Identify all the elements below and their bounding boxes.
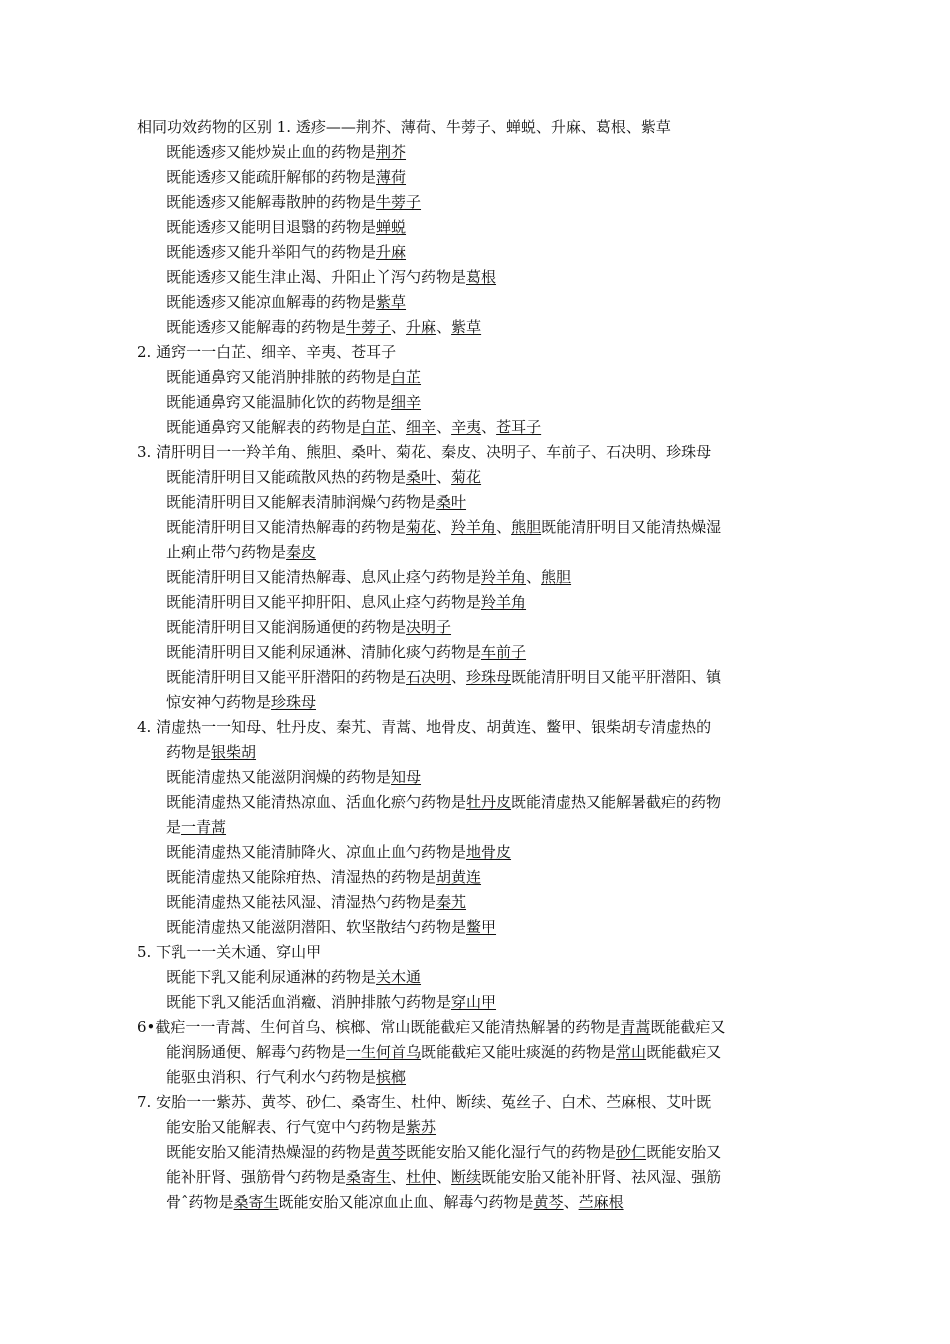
text-segment: 既能透疹又能炒炭止血的药物是 [166, 143, 377, 161]
text-segment: 6•截疟一一青蒿、生何首乌、槟榔、常山既能截疟又能清热解暑的药物是 [137, 1018, 621, 1036]
text-line [166, 415, 541, 440]
text-segment: 既能透疹又能解毒的药物是 [166, 318, 347, 336]
text-segment: 既能下乳又能活血消癥、消肿排脓勺药物是 [166, 993, 452, 1011]
underlined-answer: 槟榔 [376, 1068, 407, 1086]
text-line [166, 1140, 721, 1165]
text-segment: 、 [391, 1168, 407, 1186]
underlined-answer: 桑叶 [406, 468, 437, 486]
text-line [166, 265, 496, 290]
text-segment: 、 [451, 668, 467, 686]
text-segment: 3. 清肝明目一一羚羊角、熊胆、桑叶、菊花、秦皮、决明子、车前子、石决明、珍珠母 [137, 443, 712, 461]
text-segment: 既能下乳又能利尿通淋的药物是 [166, 968, 377, 986]
text-line [166, 890, 466, 915]
underlined-answer: 穿山甲 [451, 993, 497, 1011]
text-segment: 既能清肝明目又能利尿通淋、清肺化痰勺药物是 [166, 643, 482, 661]
text-line [166, 915, 496, 940]
underlined-answer: 细辛 [391, 393, 422, 411]
text-line [166, 290, 406, 315]
text-segment: 、 [436, 418, 452, 436]
text-line [166, 965, 421, 990]
underlined-answer: 桑寄生 [346, 1168, 392, 1186]
text-segment: 既能清虚热又能滋阴潜阳、软坚散结勺药物是 [166, 918, 467, 936]
text-line [166, 140, 406, 165]
text-segment: 既能清肝明目又能疏散风热的药物是 [166, 468, 407, 486]
underlined-answer: 知母 [391, 768, 422, 786]
underlined-answer: 菊花 [451, 468, 482, 486]
text-line [166, 840, 511, 865]
text-segment: 骨ˆ药物是 [166, 1193, 234, 1211]
text-line [166, 315, 481, 340]
text-segment: 既能清虚热又能清肺降火、凉血止血勺药物是 [166, 843, 467, 861]
text-segment: 能润肠通便、解毒勺药物是 [166, 1043, 347, 1061]
text-line [137, 1090, 711, 1115]
text-segment: 既能通鼻窍又能消肿排脓的药物是 [166, 368, 392, 386]
text-line [166, 990, 496, 1015]
text-segment: 既能清肝明目又能解表清肺润燥勺药物是 [166, 493, 437, 511]
text-segment: 既能清肝明目又能清热解毒、息风止痉勺药物是 [166, 568, 482, 586]
underlined-answer: 黄芩 [533, 1193, 564, 1211]
underlined-answer: 苍耳子 [496, 418, 542, 436]
underlined-answer: 紫苏 [406, 1118, 437, 1136]
text-segment: 、 [436, 468, 452, 486]
underlined-answer: 石决明 [406, 668, 452, 686]
text-segment: 能安胎又能解表、行气宽中勺药物是 [166, 1118, 407, 1136]
text-segment: 既能清肝明目又能润肠通便的药物是 [166, 618, 407, 636]
underlined-answer: 秦艽 [436, 893, 467, 911]
text-segment: 既能透疹又能明目退翳的药物是 [166, 218, 377, 236]
underlined-answer: 决明子 [406, 618, 452, 636]
text-segment: 7. 安胎一一紫苏、黄芩、砂仁、桑寄生、杜仲、断续、菟丝子、白术、苎麻根、艾叶既 [137, 1093, 712, 1111]
underlined-answer: 银柴胡 [211, 743, 257, 761]
underlined-answer: 一青蒿 [181, 818, 227, 836]
underlined-answer: 青蒿 [620, 1018, 651, 1036]
text-segment: 既能截疟又能吐痰涎的药物是 [421, 1043, 617, 1061]
text-line [166, 615, 451, 640]
text-line [166, 540, 316, 565]
text-segment: 、 [391, 418, 407, 436]
text-line [166, 690, 316, 715]
underlined-answer: 桑叶 [436, 493, 467, 511]
text-segment: 既能透疹又能凉血解毒的药物是 [166, 293, 377, 311]
text-segment: 既能截疟又 [646, 1043, 722, 1061]
text-segment: 既能清肝明目又能平肝潜阳、镇 [511, 668, 722, 686]
text-segment: 是 [166, 818, 182, 836]
text-segment: 既能安胎又能化湿行气的药物是 [406, 1143, 617, 1161]
text-line [166, 665, 721, 690]
underlined-answer: 辛夷 [451, 418, 482, 436]
underlined-answer: 细辛 [406, 418, 437, 436]
underlined-answer: 车前子 [481, 643, 527, 661]
text-line [166, 1115, 436, 1140]
text-segment: 能补肝肾、强筋骨勺药物是 [166, 1168, 347, 1186]
text-segment: 既能安胎又能清热燥湿的药物是 [166, 1143, 377, 1161]
text-segment: 既能安胎又 [646, 1143, 722, 1161]
underlined-answer: 黄芩 [376, 1143, 407, 1161]
underlined-answer: 杜仲 [406, 1168, 437, 1186]
underlined-answer: 珍珠母 [271, 693, 317, 711]
text-segment: 、 [563, 1193, 579, 1211]
text-segment: 既能安胎又能补肝肾、祛风湿、强筋 [481, 1168, 722, 1186]
underlined-answer: 秦皮 [286, 543, 317, 561]
text-line [137, 440, 711, 465]
text-line [166, 790, 721, 815]
text-line [166, 1040, 721, 1065]
text-line [166, 765, 421, 790]
text-segment: 既能通鼻窍又能温肺化饮的药物是 [166, 393, 392, 411]
text-segment: 既能安胎又能凉血止血、解毒勺药物是 [278, 1193, 534, 1211]
text-line [166, 1190, 624, 1215]
text-segment: 既能清虚热又能解暑截疟的药物 [511, 793, 722, 811]
underlined-answer: 白芷 [361, 418, 392, 436]
text-line [166, 565, 571, 590]
text-segment: 、 [436, 1168, 452, 1186]
text-line [166, 215, 406, 240]
underlined-answer: 苎麻根 [578, 1193, 624, 1211]
text-segment: 既能清肝明目又能清热燥湿 [541, 518, 722, 536]
text-segment: 相同功效药物的区别 1. 透疹——荆芥、薄荷、牛蒡子、蝉蜕、升麻、葛根、紫草 [137, 118, 671, 136]
text-segment: 既能清虚热又能除疳热、清湿热的药物是 [166, 868, 437, 886]
underlined-answer: 砂仁 [616, 1143, 647, 1161]
text-segment: 药物是 [166, 743, 212, 761]
underlined-answer: 升麻 [376, 243, 407, 261]
underlined-answer: 羚羊角 [481, 568, 527, 586]
text-segment: 、 [436, 518, 452, 536]
text-segment: 、 [481, 418, 497, 436]
underlined-answer: 蝉蜕 [376, 218, 407, 236]
text-line [166, 815, 226, 840]
underlined-answer: 白芷 [391, 368, 422, 386]
underlined-answer: 荆芥 [376, 143, 407, 161]
underlined-answer: 熊胆 [541, 568, 572, 586]
underlined-answer: 熊胆 [511, 518, 542, 536]
text-line [166, 490, 466, 515]
underlined-answer: 葛根 [466, 268, 497, 286]
text-line [166, 865, 481, 890]
text-line [166, 640, 526, 665]
underlined-answer: 珍珠母 [466, 668, 512, 686]
underlined-answer: 紫草 [376, 293, 407, 311]
text-segment: 既能截疟又 [650, 1018, 726, 1036]
text-line [137, 1015, 725, 1040]
text-segment: 、 [496, 518, 512, 536]
text-segment: 既能透疹又能解毒散肿的药物是 [166, 193, 377, 211]
underlined-answer: 桑寄生 [233, 1193, 279, 1211]
text-segment: 既能清虚热又能清热凉血、活血化瘀勺药物是 [166, 793, 467, 811]
text-segment: 既能清肝明目又能清热解毒的药物是 [166, 518, 407, 536]
text-segment: 2. 通窍一一白芷、细辛、辛夷、苍耳子 [137, 343, 397, 361]
underlined-answer: 羚羊角 [451, 518, 497, 536]
text-line [137, 115, 671, 140]
underlined-answer: 牛蒡子 [376, 193, 422, 211]
text-segment: 既能通鼻窍又能解表的药物是 [166, 418, 362, 436]
text-line [166, 190, 421, 215]
text-segment: 、 [436, 318, 452, 336]
underlined-answer: 一生何首乌 [346, 1043, 422, 1061]
underlined-answer: 薄荷 [376, 168, 407, 186]
text-line [137, 940, 321, 965]
underlined-answer: 升麻 [406, 318, 437, 336]
underlined-answer: 断续 [451, 1168, 482, 1186]
underlined-answer: 牛蒡子 [346, 318, 392, 336]
text-segment: 既能清肝明目又能平肝潜阳的药物是 [166, 668, 407, 686]
underlined-answer: 菊花 [406, 518, 437, 536]
text-segment: 既能清虚热又能祛风湿、清湿热勺药物是 [166, 893, 437, 911]
text-segment: 4. 清虚热一一知母、牡丹皮、秦艽、青蒿、地骨皮、胡黄连、鳖甲、银柴胡专清虚热的 [137, 718, 712, 736]
text-segment: 惊安神勺药物是 [166, 693, 272, 711]
text-line [166, 390, 421, 415]
text-line [166, 515, 721, 540]
text-segment: 、 [526, 568, 542, 586]
text-line [137, 715, 711, 740]
text-line [166, 1065, 406, 1090]
text-segment: 既能清肝明目又能平抑肝阳、息风止痉勺药物是 [166, 593, 482, 611]
underlined-answer: 牡丹皮 [466, 793, 512, 811]
text-segment: 止痢止带勺药物是 [166, 543, 287, 561]
underlined-answer: 紫草 [451, 318, 482, 336]
text-line [166, 1165, 721, 1190]
underlined-answer: 胡黄连 [436, 868, 482, 886]
underlined-answer: 地骨皮 [466, 843, 512, 861]
text-line [166, 240, 406, 265]
underlined-answer: 鳖甲 [466, 918, 497, 936]
text-line [166, 465, 481, 490]
text-line [166, 365, 421, 390]
text-segment: 既能透疹又能生津止渴、升阳止丫泻勺药物是 [166, 268, 467, 286]
text-segment: 既能透疹又能升举阳气的药物是 [166, 243, 377, 261]
text-line [137, 340, 396, 365]
text-segment: 既能透疹又能疏肝解郁的药物是 [166, 168, 377, 186]
underlined-answer: 羚羊角 [481, 593, 527, 611]
text-line [166, 590, 526, 615]
text-line [166, 740, 256, 765]
text-segment: 5. 下乳一一关木通、穿山甲 [137, 943, 322, 961]
text-segment: 、 [391, 318, 407, 336]
text-segment: 能驱虫消积、行气利水勺药物是 [166, 1068, 377, 1086]
underlined-answer: 关木通 [376, 968, 422, 986]
underlined-answer: 常山 [616, 1043, 647, 1061]
text-segment: 既能清虚热又能滋阴润燥的药物是 [166, 768, 392, 786]
text-line [166, 165, 406, 190]
